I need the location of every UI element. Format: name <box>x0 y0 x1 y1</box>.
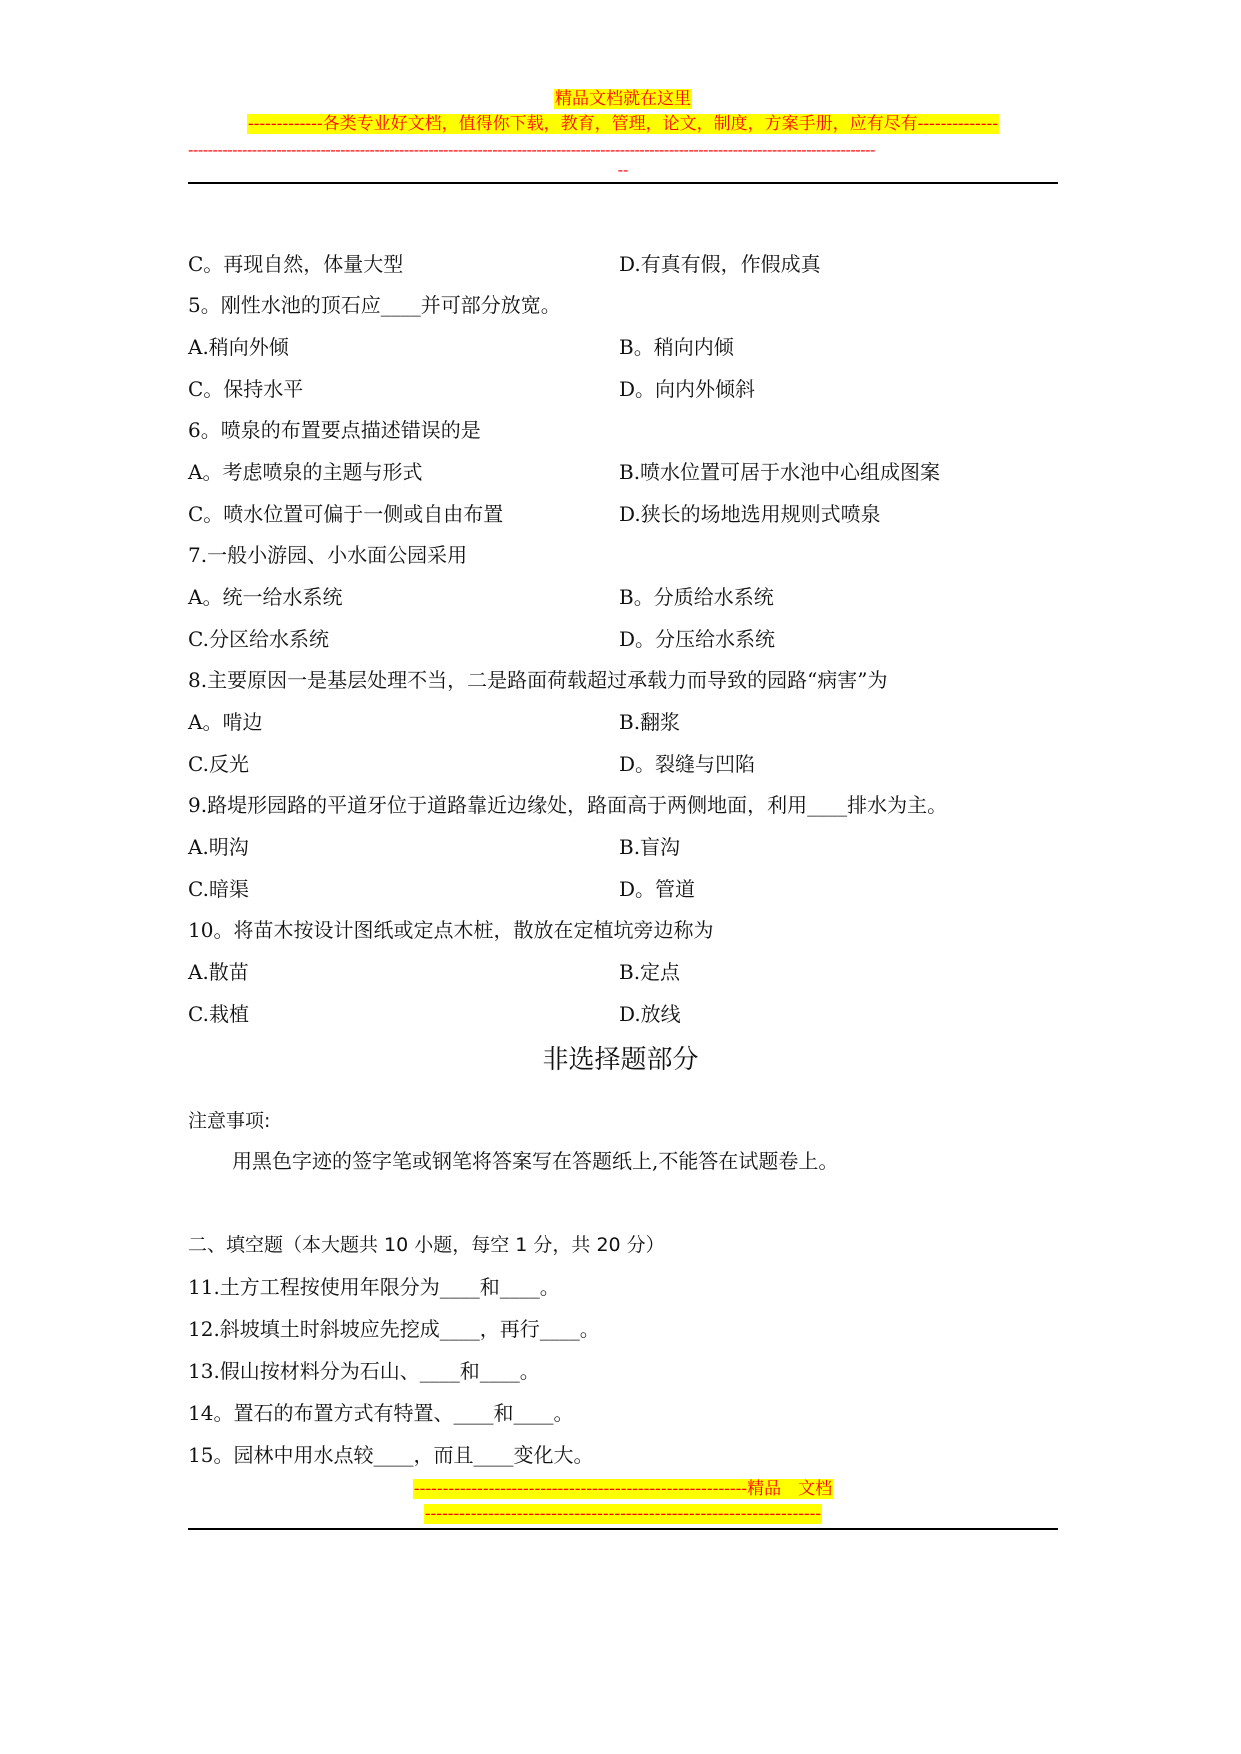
option: A.散苗 <box>188 960 249 984</box>
option: B.盲沟 <box>619 835 681 859</box>
option: D.放线 <box>619 1002 681 1026</box>
fill-blank-question: 11.土方工程按使用年限分为____和____。 <box>188 1275 560 1299</box>
option: C.暗渠 <box>188 877 249 901</box>
option: A.明沟 <box>188 835 249 859</box>
option: C。保持水平 <box>188 377 304 401</box>
fill-blank-question: 13.假山按材料分为石山、____和____。 <box>188 1359 540 1383</box>
option: C。再现自然，体量大型 <box>188 252 404 276</box>
question-stem: 6。喷泉的布置要点描述错误的是 <box>188 418 481 442</box>
option: D。管道 <box>619 877 696 901</box>
footer-line-2: --------------------------------------------------------------------- <box>424 1504 822 1524</box>
header-dash-tail: -- <box>617 160 629 179</box>
header-rule <box>188 182 1058 184</box>
option: D。裂缝与凹陷 <box>619 752 756 776</box>
option: C。喷水位置可偏于一侧或自由布置 <box>188 502 504 526</box>
header-tagline: -------------各类专业好文档，值得你下载，教育，管理，论文，制度，方案手册，应有尽有-------------- <box>247 114 999 134</box>
option: B.翻浆 <box>619 710 681 734</box>
section-title: 非选择题部分 <box>542 1045 699 1075</box>
notice-label: 注意事项: <box>188 1110 271 1132</box>
notice-text: 用黑色字迹的签字笔或钢笔将答案写在答题纸上,不能答在试题卷上。 <box>232 1149 839 1173</box>
footer-line-1: ----------------------------------------------------------精品 文档 <box>413 1479 833 1499</box>
option: B。分质给水系统 <box>619 585 774 609</box>
question-stem: 10。将苗木按设计图纸或定点木桩，散放在定植坑旁边称为 <box>188 918 714 942</box>
option: D。分压给水系统 <box>619 627 776 651</box>
question-stem: 5。刚性水池的顶石应____并可部分放宽。 <box>188 293 561 317</box>
question-stem: 9.路堤形园路的平道牙位于道路靠近边缘处，路面高于两侧地面，利用____排水为主。 <box>188 793 948 817</box>
option: C.分区给水系统 <box>188 627 329 651</box>
header-dash-line: -------------------------------------------------------------------------------------------------------------------------------------------- <box>188 140 875 159</box>
option: A。考虑喷泉的主题与形式 <box>188 460 423 484</box>
fill-blank-question: 14。置石的布置方式有特置、____和____。 <box>188 1401 574 1425</box>
option: D。向内外倾斜 <box>619 377 756 401</box>
fill-blank-question: 12.斜坡填土时斜坡应先挖成____，再行____。 <box>188 1317 600 1341</box>
part-title: 二、填空题（本大题共 10 小题，每空 1 分，共 20 分） <box>188 1234 665 1256</box>
option: D.有真有假，作假成真 <box>619 252 821 276</box>
option: A.稍向外倾 <box>188 335 289 359</box>
header-title: 精品文档就在这里 <box>555 89 691 109</box>
option: C.栽植 <box>188 1002 249 1026</box>
option: A。统一给水系统 <box>188 585 343 609</box>
fill-blank-question: 15。园林中用水点较____，而且____变化大。 <box>188 1443 594 1467</box>
option: D.狭长的场地选用规则式喷泉 <box>619 502 881 526</box>
question-stem: 8.主要原因一是基层处理不当，二是路面荷载超过承载力而导致的园路“病害”为 <box>188 668 888 692</box>
question-stem: 7.一般小游园、小水面公园采用 <box>188 543 468 567</box>
option: B.喷水位置可居于水池中心组成图案 <box>619 460 941 484</box>
footer-rule <box>188 1528 1058 1530</box>
option: C.反光 <box>188 752 249 776</box>
option: B.定点 <box>619 960 681 984</box>
option: B。稍向内倾 <box>619 335 734 359</box>
option: A。啃边 <box>188 710 263 734</box>
